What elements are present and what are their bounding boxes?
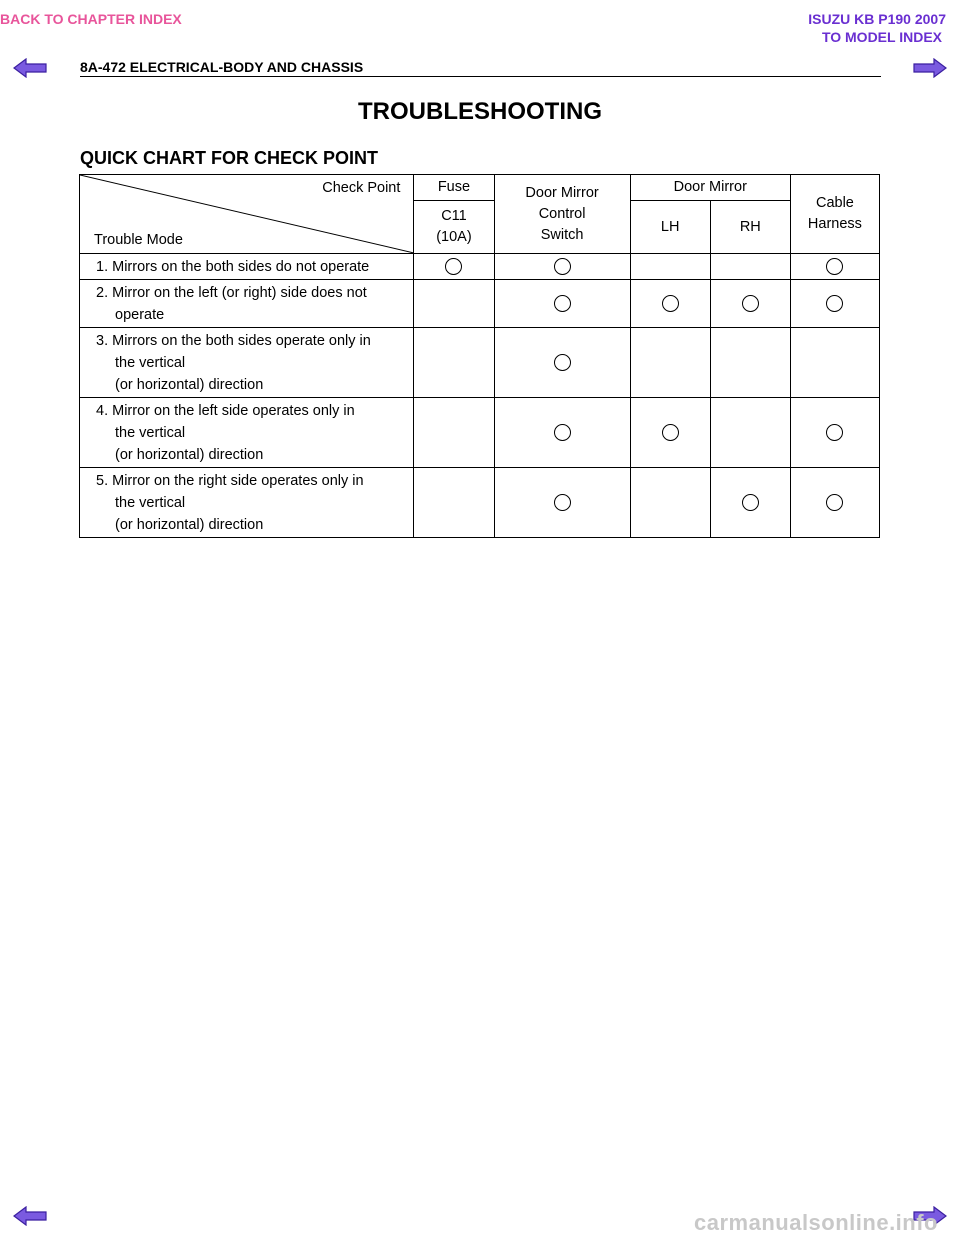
switch-cell (494, 328, 630, 398)
table-row (80, 468, 880, 538)
rh-cell (710, 280, 790, 328)
header-divider (80, 76, 881, 77)
table-row (80, 398, 880, 468)
table-row (80, 328, 880, 398)
section-title: QUICK CHART FOR CHECK POINT (80, 148, 378, 168)
trouble-mode-cell (80, 328, 414, 398)
rh-cell (710, 328, 790, 398)
table-row (80, 280, 880, 328)
rh-cell (710, 398, 790, 468)
check-mark-circle-icon (742, 494, 759, 511)
switch-header-line1: Door Mirror (525, 184, 599, 201)
check-mark-circle-icon (445, 258, 462, 275)
check-mark-circle-icon (554, 354, 571, 371)
lh-cell (630, 280, 710, 328)
door-mirror-header: Door Mirror (630, 175, 790, 201)
switch-cell (494, 280, 630, 328)
quick-check-table (79, 174, 880, 538)
previous-page-arrow-icon[interactable] (12, 1206, 48, 1226)
check-point-label: Check Point (322, 180, 401, 196)
trouble-mode-text: operate (115, 306, 165, 323)
model-title: ISUZU KB P190 2007 (808, 11, 946, 27)
lh-cell (630, 468, 710, 538)
switch-cell (494, 254, 630, 280)
check-mark-circle-icon (826, 494, 843, 511)
trouble-mode-text: 3. Mirrors on the both sides operate only in (96, 332, 371, 349)
check-mark-circle-icon (826, 295, 843, 312)
trouble-mode-text: the vertical (115, 424, 186, 441)
trouble-mode-label: Trouble Mode (94, 232, 183, 248)
fuse-cell (414, 254, 494, 280)
fuse-rating-label: (10A) (436, 229, 472, 246)
table-row (80, 254, 880, 280)
check-mark-circle-icon (662, 295, 679, 312)
trouble-mode-text: 1. Mirrors on the both sides do not operate (96, 258, 370, 275)
fuse-cell (414, 398, 494, 468)
check-mark-circle-icon (554, 494, 571, 511)
check-mark-circle-icon (554, 295, 571, 312)
fuse-c11-label: C11 (441, 208, 467, 225)
cable-harness-header (790, 175, 879, 254)
check-mark-circle-icon (826, 424, 843, 441)
rh-header: RH (710, 201, 790, 254)
trouble-mode-text: the vertical (115, 354, 186, 371)
trouble-mode-text: (or horizontal) direction (115, 446, 264, 463)
trouble-mode-cell (80, 254, 414, 280)
back-to-chapter-index-link[interactable]: BACK TO CHAPTER INDEX (0, 11, 182, 27)
trouble-mode-text: 2. Mirror on the left (or right) side does not (96, 284, 367, 301)
rh-cell (710, 468, 790, 538)
page-header-section: 8A-472 ELECTRICAL-BODY AND CHASSIS (80, 59, 364, 75)
trouble-mode-text: 5. Mirror on the right side operates only in (96, 472, 364, 489)
switch-header-line3: Switch (540, 226, 584, 243)
switch-cell (494, 398, 630, 468)
trouble-mode-cell (80, 398, 414, 468)
check-mark-circle-icon (742, 295, 759, 312)
harness-cell (790, 254, 879, 280)
harness-cell (790, 328, 879, 398)
harness-cell (790, 280, 879, 328)
trouble-mode-cell (80, 468, 414, 538)
watermark: carmanualsonline.info (694, 1210, 938, 1235)
door-mirror-switch-header (494, 175, 630, 254)
fuse-cell (414, 468, 494, 538)
harness-cell (790, 398, 879, 468)
table-corner-header (80, 175, 414, 254)
next-page-arrow-icon[interactable] (912, 58, 948, 78)
harness-header-line1: Cable (815, 195, 854, 211)
rh-cell (710, 254, 790, 280)
harness-header-line2: Harness (807, 216, 862, 232)
fuse-cell (414, 328, 494, 398)
check-mark-circle-icon (554, 258, 571, 275)
fuse-cell (414, 280, 494, 328)
fuse-header: Fuse (414, 175, 494, 201)
previous-page-arrow-icon[interactable] (12, 58, 48, 78)
trouble-mode-text: 4. Mirror on the left side operates only in (96, 402, 355, 419)
check-mark-circle-icon (554, 424, 571, 441)
check-mark-circle-icon (662, 424, 679, 441)
harness-cell (790, 468, 879, 538)
to-model-index-link[interactable]: TO MODEL INDEX (821, 29, 942, 45)
switch-header-line2: Control (538, 205, 586, 222)
fuse-c11-header (414, 201, 494, 254)
switch-cell (494, 468, 630, 538)
page-title: TROUBLESHOOTING (358, 98, 602, 125)
check-mark-circle-icon (826, 258, 843, 275)
trouble-mode-text: (or horizontal) direction (115, 516, 264, 533)
trouble-mode-text: the vertical (115, 494, 186, 511)
lh-cell (630, 398, 710, 468)
trouble-mode-cell (80, 280, 414, 328)
lh-cell (630, 328, 710, 398)
lh-header: LH (630, 201, 710, 254)
trouble-mode-text: (or horizontal) direction (115, 376, 264, 393)
lh-cell (630, 254, 710, 280)
quick-check-chart (79, 174, 880, 540)
